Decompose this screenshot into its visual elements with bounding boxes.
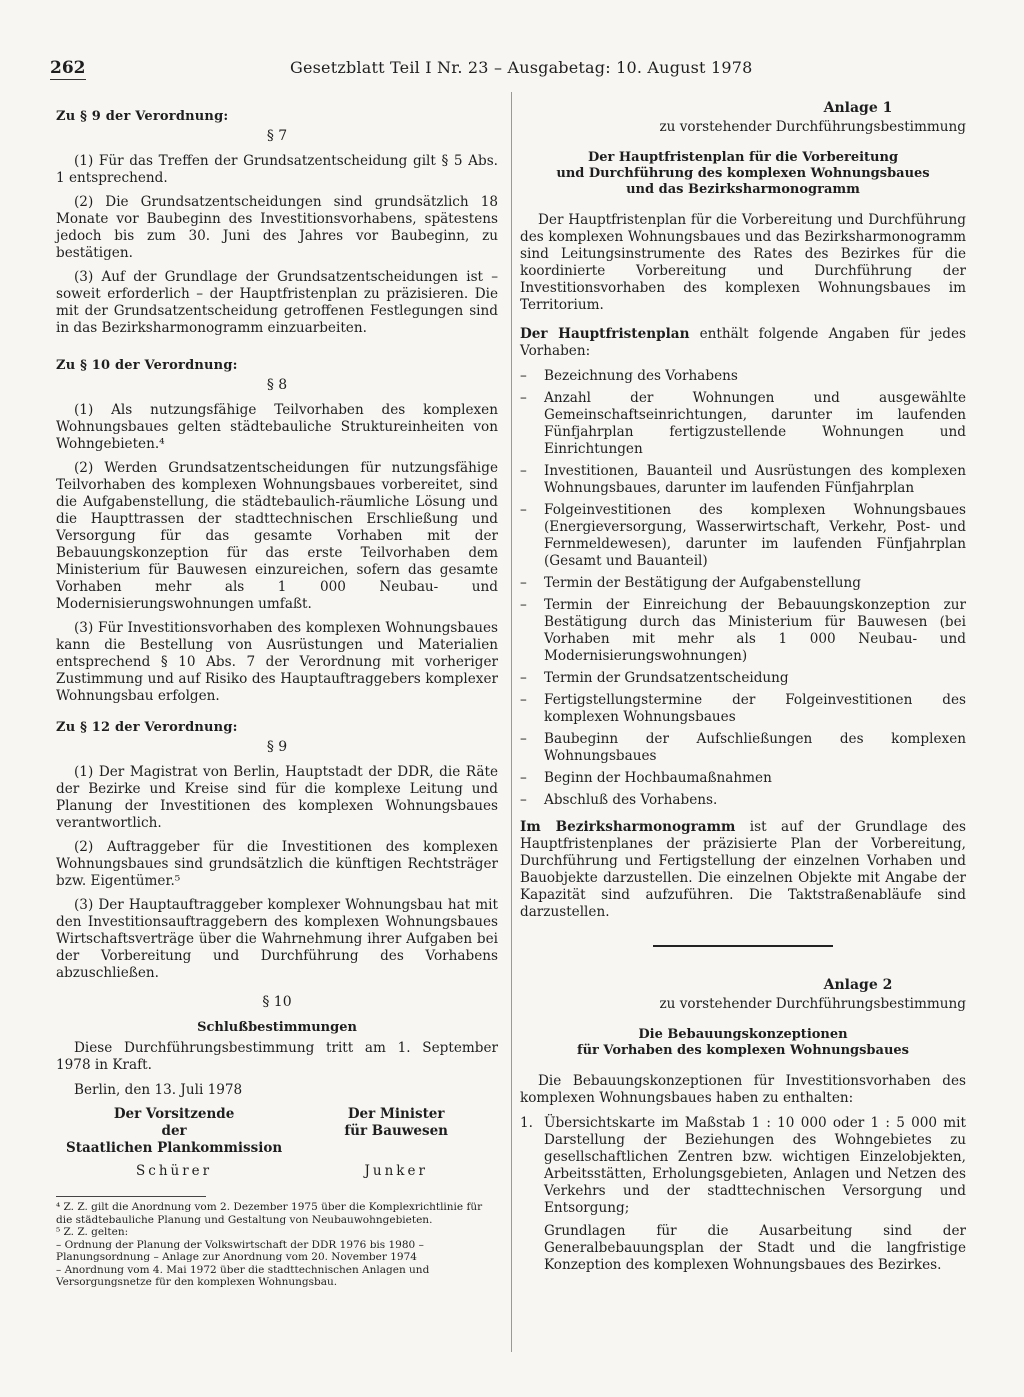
annex-heading-line: Die Bebauungskonzeptionen [638, 1027, 848, 1042]
footnote-rule [56, 1196, 206, 1197]
paragraph-rest: enthält folgende Angaben für jedes Vorhaben: [520, 326, 967, 359]
annex-heading-line: für Vorhaben des komplexen Wohnungsbaues [577, 1043, 909, 1058]
paragraph-number: § 9 [266, 739, 288, 755]
list-item: – Beginn der Hochbaumaßnahmen [520, 770, 966, 787]
bold-term: Der Hauptfristenplan [520, 326, 690, 342]
paragraph-number: § 10 [262, 994, 292, 1010]
list-item: – Abschluß des Vorhabens. [520, 792, 966, 809]
list-item: – Anzahl der Wohnungen und ausgewählte Gemeinschaftseinrichtungen, darunter im laufenden Fünfjahrplan fertigzustellende Wohnungen und Einrichtungen [520, 390, 966, 458]
list-item: – Termin der Einreichung der Bebauungskonzeption zur Bestätigung durch das Ministerium für Bauwesen (bei Vorhaben mit mehr als 1 000 Neubau- und Modernisierungswohnungen) [520, 597, 966, 665]
paragraph-text: (2) Auftraggeber für die Investitionen des komplexen Wohnungsbaues sind grundsätzlich die künftigen Rechtsträger bzw. Eigentümer.⁵ [56, 839, 498, 889]
list-item-text: Übersichtskarte im Maßstab 1 : 10 000 oder 1 : 5 000 mit Darstellung der Beziehungen des Wohngebietes zu gesellschaftlichen Zentren bzw. wichtigen Einzelobjekten, Arbeitsstätten, Erholungsgebieten, Anlagen und Netzen des Verkehrs und der stadttechnischen Versorgung und Entsorgung; [544, 1115, 966, 1216]
signature-block-chairman [66, 1106, 282, 1180]
paragraph-text: (3) Der Hauptauftraggeber komplexer Wohnungsbau hat mit den Investitionsauftraggebern des komplexen Wohnungsbaues Wirtschaftsverträge über die Wahrnehmung ihrer Aufgaben bei der Vorbereitung und Durchführung des Vorhabens abzuschließen. [56, 897, 498, 981]
signature-role: Der Vorsitzende [113, 1106, 235, 1122]
section-heading: Zu § 12 der Verordnung: [56, 720, 238, 735]
paragraph-text [520, 819, 966, 921]
left-column [56, 100, 498, 1289]
list-item: – Baubeginn der Aufschließungen des komplexen Wohnungsbaues [520, 731, 966, 765]
footnote: ⁵ Z. Z. gelten: [56, 1226, 129, 1238]
list-item: – Termin der Bestätigung der Aufgabenstellung [520, 575, 966, 592]
list-item: – Fertigstellungstermine der Folgeinvestitionen des komplexen Wohnungsbaues [520, 692, 966, 726]
paragraph-text: (1) Als nutzungsfähige Teilvorhaben des komplexen Wohnungsbaues gelten städtebauliche Struktureinheiten von Wohngebieten.⁴ [56, 402, 498, 452]
bold-term: Im Bezirksharmonogramm [520, 819, 736, 835]
paragraph-number: § 7 [266, 128, 288, 144]
page-number: 262 [50, 58, 86, 78]
signing-date: Berlin, den 13. Juli 1978 [74, 1082, 243, 1098]
annex-heading [520, 1027, 966, 1059]
signature-role: Der Minister [347, 1106, 445, 1122]
paragraph-text: (1) Für das Treffen der Grundsatzentscheidung gilt § 5 Abs. 1 entsprechend. [56, 153, 498, 186]
paragraph-text: (3) Auf der Grundlage der Grundsatzentscheidungen ist – soweit erforderlich – der Hauptfristenplan zu präzisieren. Die mit der Grundsatzentscheidung getroffenen Festlegungen sind in das Bezirksharmonogramm einzuarbeiten. [56, 269, 498, 336]
column-divider [511, 92, 512, 1352]
annex-heading [520, 150, 966, 198]
signatures [56, 1106, 498, 1180]
list-item: – Investitionen, Bauanteil und Ausrüstungen des komplexen Wohnungsbaues, darunter im laufenden Fünfjahrplan [520, 463, 966, 497]
section-heading: Zu § 9 der Verordnung: [56, 109, 229, 124]
list-item [520, 1115, 966, 1217]
paragraph-text [520, 326, 966, 360]
list-number: 1. [520, 1115, 533, 1131]
paragraph-text: (2) Die Grundsatzentscheidungen sind grundsätzlich 18 Monate vor Baubeginn des Investitionsvorhabens, spätestens jedoch bis zum 30. Juni des Jahres vor Baubeginn, zu bestätigen. [56, 194, 498, 261]
final-provisions-title: Schlußbestimmungen [197, 1020, 357, 1035]
paragraph-text: Der Hauptfristenplan für die Vorbereitung und Durchführung des komplexen Wohnungsbaues und das Bezirksharmonogramm sind Leitungsinstrumente des Rates des Bezirkes für die koordinierte Vorbereitung und Durchführung der Investitionsvorhaben des komplexen Wohnungsbaues im Territorium. [520, 212, 966, 313]
paragraph-text: (3) Für Investitionsvorhaben des komplexen Wohnungsbaues kann die Bestellung von Ausrüstungen und Materialien entsprechend § 10 Abs. 7 der Verordnung mit vorheriger Zustimmung und auf Risiko des Hauptauftraggebers komplexer Wohnungsbau erfolgen. [56, 620, 498, 704]
details-list [520, 368, 966, 809]
section-separator [653, 945, 833, 947]
annex-title: Anlage 2 [823, 977, 893, 993]
numbered-list [520, 1115, 966, 1217]
list-item: – Folgeinvestitionen des komplexen Wohnungsbaues (Energieversorgung, Wasserwirtschaft, Verkehr, Post- und Fernmeldewesen), darunter im laufenden Fünfjahrplan (Gesamt und Bauanteil) [520, 502, 966, 570]
paragraph-text: Diese Durchführungsbestimmung tritt am 1. September 1978 in Kraft. [56, 1040, 498, 1073]
signature-block-minister [344, 1106, 448, 1180]
right-column [520, 100, 966, 1281]
annex-heading-line: Der Hauptfristenplan für die Vorbereitung [587, 150, 899, 165]
signature-role: Staatlichen Plankommission [66, 1140, 283, 1156]
annex-title: Anlage 1 [823, 100, 893, 116]
annex-subtitle: zu vorstehender Durchführungsbestimmung [659, 119, 966, 135]
signature-name: Schürer [136, 1163, 213, 1179]
list-item: – Termin der Grundsatzentscheidung [520, 670, 966, 687]
footnote: ⁴ Z. Z. gilt die Anordnung vom 2. Dezember 1975 über die Komplexrichtlinie für die städtebauliche Planung und Gestaltung von Neubauwohngebieten. [56, 1201, 483, 1226]
paragraph-text: (2) Werden Grundsatzentscheidungen für nutzungsfähige Teilvorhaben des komplexen Wohnungsbaues vorbereitet, sind die Aufgabenstellung, die städtebaulich-räumliche Lösung und die Haupttrassen der stadttechnischen Erschließung und Versorgung für das gesamte Vorhaben mit der Bebauungskonzeption für das erste Teilvorhaben dem Ministerium für Bauwesen einzureichen, sofern das gesamte Vorhaben mehr als 1 000 Neubau- und Modernisierungswohnungen umfaßt. [56, 460, 498, 612]
paragraph-text: Grundlagen für die Ausarbeitung sind der Generalbebauungsplan der Stadt und die langfristige Konzeption des komplexen Wohnungsbaues des Bezirkes. [544, 1223, 966, 1273]
page-header [50, 58, 970, 84]
signature-role: der [161, 1123, 187, 1139]
footnote: – Ordnung der Planung der Volkswirtschaft der DDR 1976 bis 1980 – Planungsordnung – Anlage zur Anordnung vom 20. November 1974 [56, 1238, 424, 1263]
section-heading: Zu § 10 der Verordnung: [56, 358, 238, 373]
gazette-title: Gesetzblatt Teil I Nr. 23 – Ausgabetag: 10. August 1978 [290, 58, 753, 77]
footnote: – Anordnung vom 4. Mai 1972 über die stadttechnischen Anlagen und Versorgungsnetze für den komplexen Wohnungsbau. [56, 1263, 430, 1288]
paragraph-rest: ist auf der Grundlage des Hauptfristenplanes der präzisierte Plan der Vorbereitung, Durchführung und Fertigstellung der einzelnen Vorhaben und Bauobjekte darzustellen. Die einzelnen Objekte mit Angabe der Kapazität sind aufzuführen. Die Taktstraßenabläufe sind darzustellen. [520, 819, 966, 920]
annex-heading-line: und das Bezirksharmonogramm [626, 182, 860, 197]
list-item: – Bezeichnung des Vorhabens [520, 368, 966, 385]
paragraph-number: § 8 [266, 377, 288, 393]
paragraph-text: Die Bebauungskonzeptionen für Investitionsvorhaben des komplexen Wohnungsbaues haben zu enthalten: [520, 1073, 966, 1106]
annex-subtitle: zu vorstehender Durchführungsbestimmung [659, 996, 966, 1012]
signature-role: für Bauwesen [344, 1123, 448, 1139]
paragraph-text: (1) Der Magistrat von Berlin, Hauptstadt der DDR, die Räte der Bezirke und Kreise sind für die komplexe Leitung und Planung der Investitionen des komplexen Wohnungsbaues verantwortlich. [56, 764, 498, 831]
annex-heading-line: und Durchführung des komplexen Wohnungsbaues [556, 166, 930, 181]
signature-name: Junker [364, 1163, 428, 1179]
